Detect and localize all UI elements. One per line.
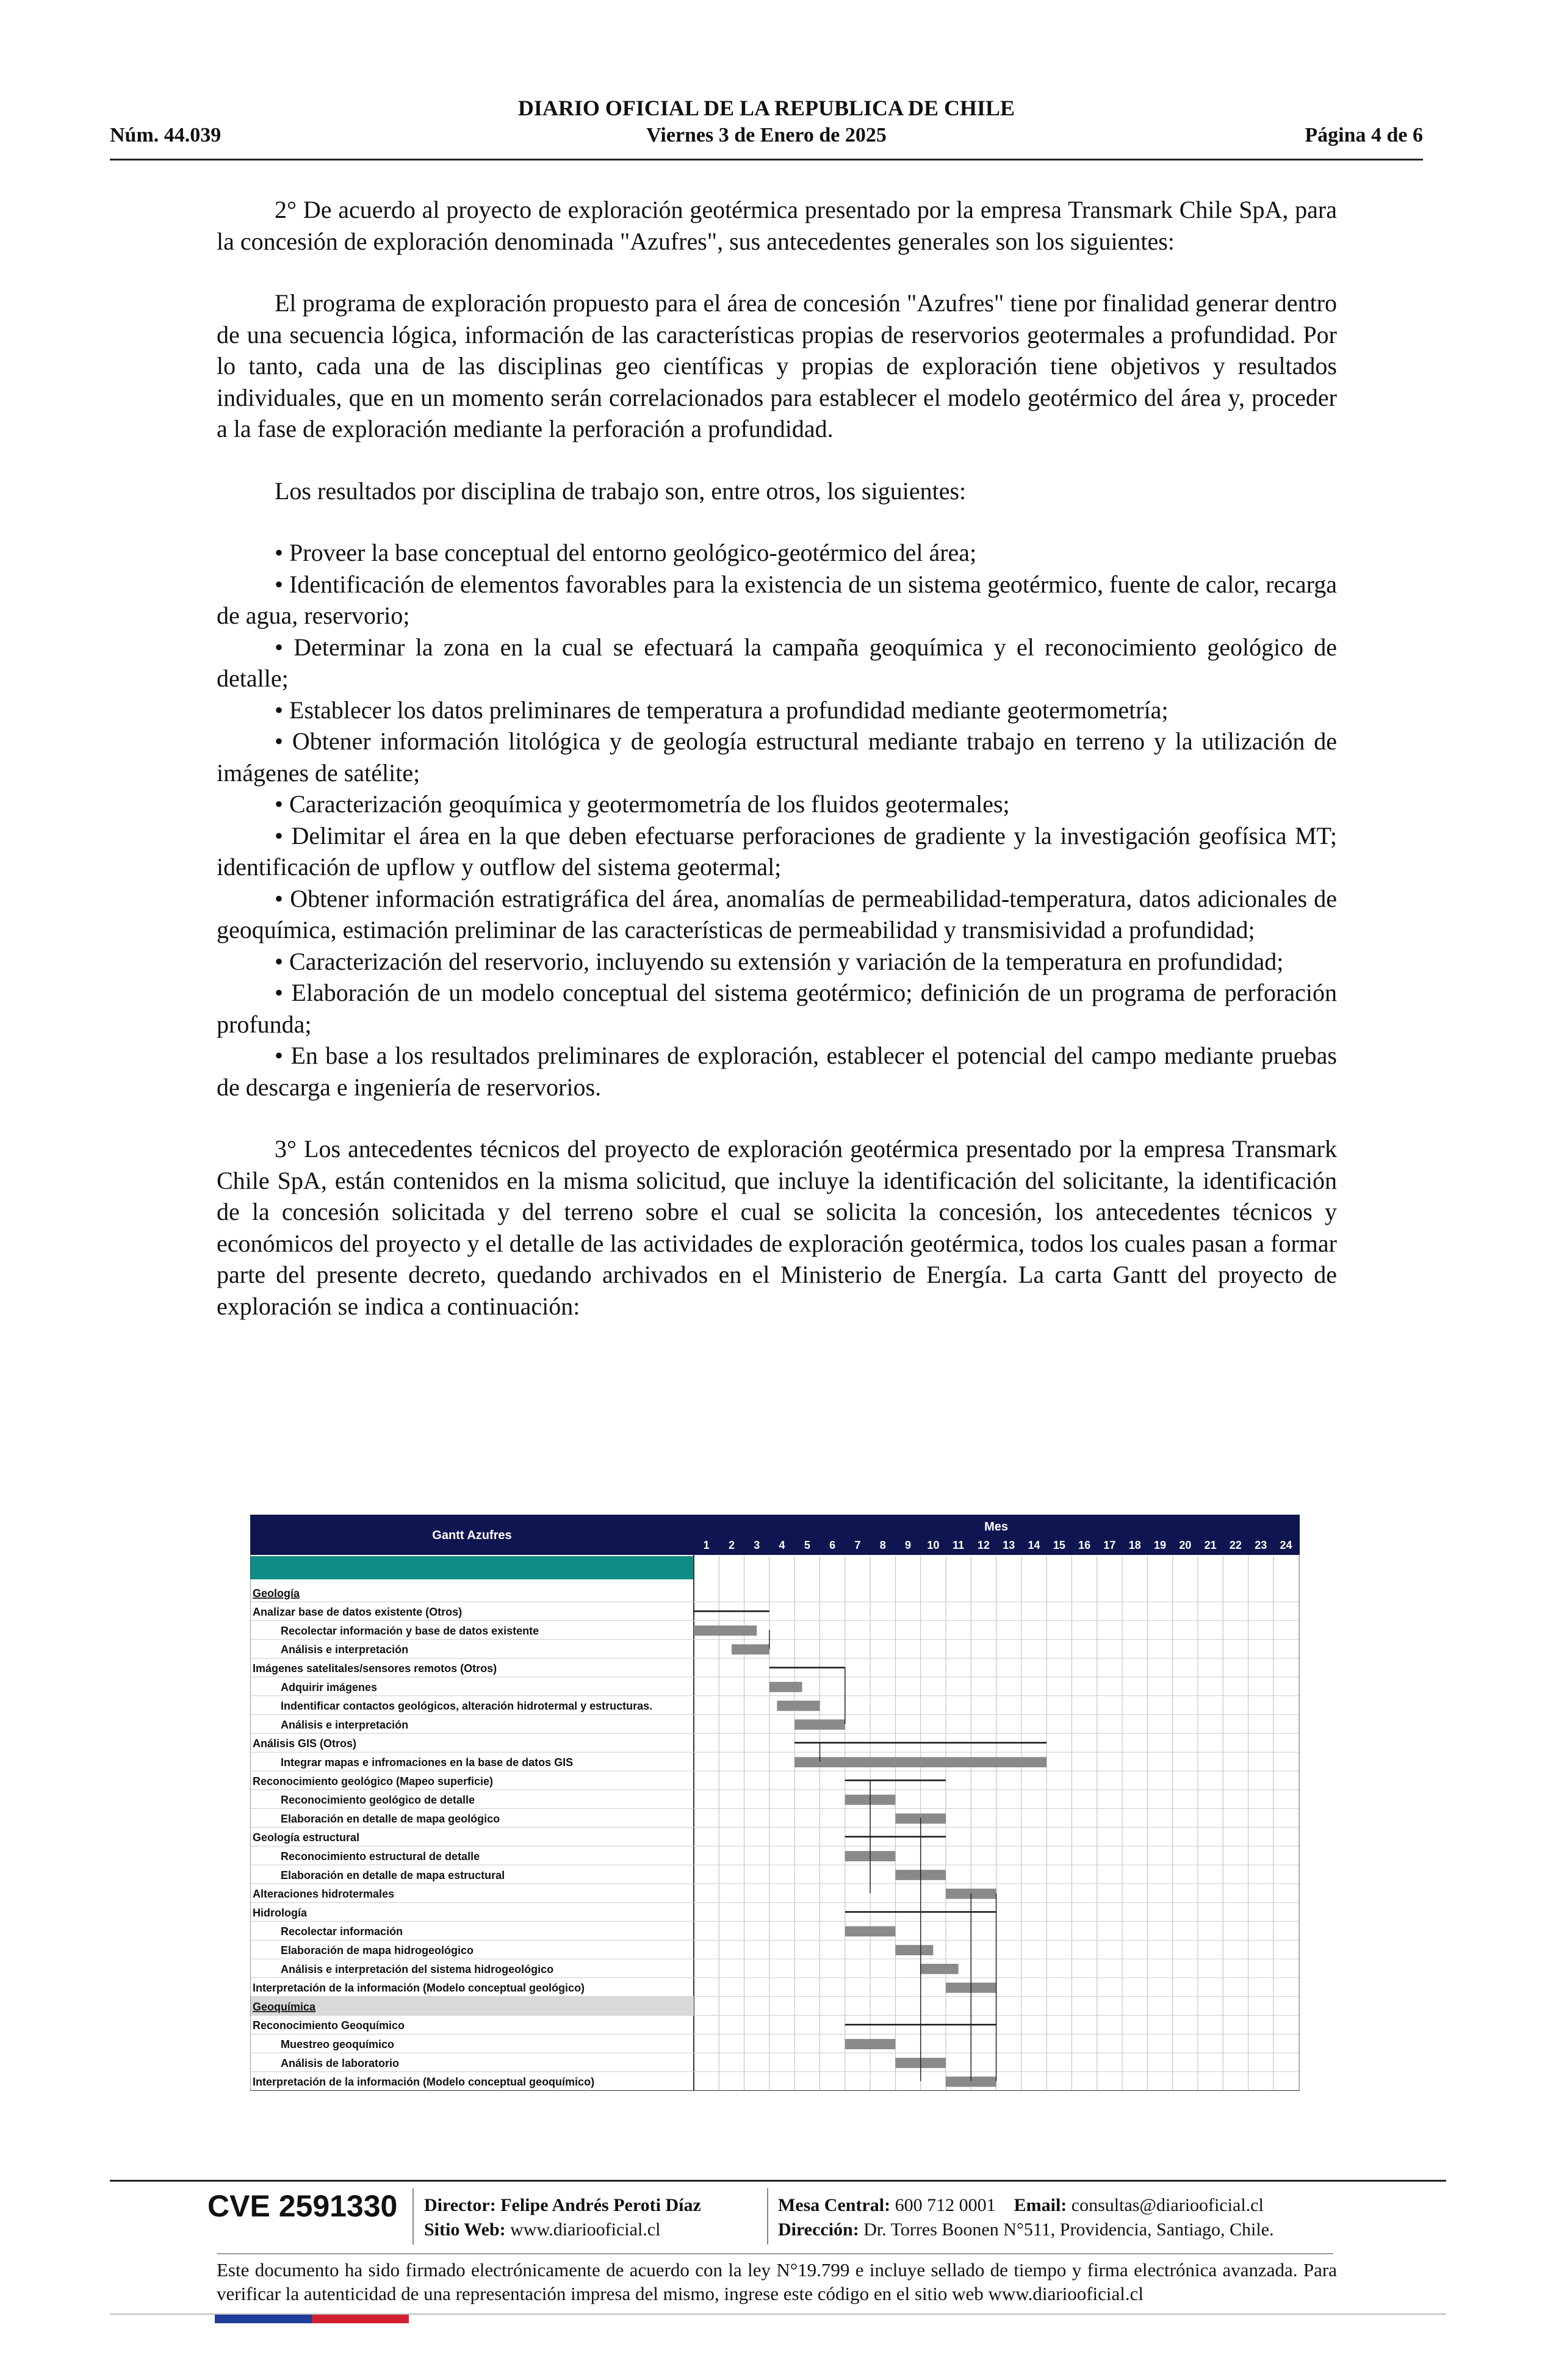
- email-link[interactable]: consultas@diariooficial.cl: [1071, 2195, 1264, 2215]
- website-link[interactable]: www.diariooficial.cl: [510, 2220, 661, 2240]
- gantt-task-label: Integrar mapas e infromaciones en la base de datos GIS: [281, 1756, 574, 1769]
- bullet-item: • Delimitar el área en la que deben efectuarse perforaciones de gradiente y la investigación geofísica MT; identificación de upflow y outflow del sistema geotermal;: [217, 821, 1337, 881]
- footer-separator: [767, 2188, 768, 2245]
- gantt-month-tick: 7: [854, 1539, 861, 1551]
- paragraph-3: 3° Los antecedentes técnicos del proyecto de exploración geotérmica presentado por la empresa Transmark Chile SpA, están contenidos en la misma solicitud, que incluye la identificación del solicitante, la identificación de la concesión solicitada y del terreno sobre el cual se solicita la concesión, los antecedentes técnicos y económicos del proyecto y el detalle de las actividades de exploración geotérmica, todos los cuales pasan a formar parte del presente decreto, quedando archivados en el Ministerio de Energía. La carta Gantt del proyecto de exploración se indica a continuación:: [217, 1135, 1337, 1320]
- director-name: Felipe Andrés Peroti Díaz: [500, 2195, 701, 2215]
- gantt-task-bar: [769, 1682, 802, 1692]
- gantt-month-tick: 11: [953, 1539, 965, 1551]
- gantt-task-bar: [921, 1964, 959, 1974]
- gantt-month-tick: 10: [927, 1539, 940, 1551]
- gantt-month-tick: 16: [1078, 1539, 1091, 1551]
- gantt-month-tick: 4: [779, 1539, 785, 1551]
- paragraph-2: 2° De acuerdo al proyecto de exploración geotérmica presentado por la empresa Transmark Chile SpA, para la concesión de exploración denominada "Azufres", sus antecedentes generales son los siguientes:: [217, 196, 1337, 255]
- gantt-header-bar: [250, 1515, 1300, 1555]
- gantt-task-label: Análisis e interpretación: [281, 1643, 409, 1656]
- gantt-section-label: Geología: [253, 1587, 300, 1599]
- gantt-month-tick: 23: [1255, 1539, 1267, 1551]
- paragraph-program: El programa de exploración propuesto para el área de concesión "Azufres" tiene por finalidad generar dentro de una secuencia lógica, información de las características propias de reservorios geotermales a profundidad. Por lo tanto, cada una de las disciplinas geo científicas y propias de exploración tiene objetivos y resultados individuales, que en un momento serán correlacionados para establecer el modelo geotérmico del área y, proceder a la fase de exploración mediante la perforación a profundidad.: [217, 289, 1337, 442]
- email-label: Email:: [1014, 2195, 1067, 2215]
- gantt-task-label: Reconocimiento estructural de detalle: [281, 1850, 480, 1863]
- gantt-month-tick: 19: [1154, 1539, 1167, 1551]
- gantt-months-label: Mes: [984, 1520, 1009, 1534]
- gantt-month-tick: 3: [754, 1539, 760, 1551]
- footer-contact-block: [778, 2193, 1274, 2242]
- gantt-task-label: Alteraciones hidrotermales: [253, 1888, 395, 1900]
- footer-divider: [217, 2253, 1333, 2254]
- page-header: [110, 92, 1423, 160]
- bullet-item: • Caracterización geoquímica y geotermometría de los fluidos geotermales;: [275, 790, 1010, 818]
- flag-stripe-red: [312, 2315, 409, 2323]
- gantt-task-bar: [694, 1626, 757, 1636]
- gantt-month-tick: 5: [804, 1539, 810, 1551]
- paragraph-results-intro: Los resultados por disciplina de trabajo son, entre otros, los siguientes:: [275, 477, 967, 505]
- gantt-task-label: Muestreo geoquímico: [281, 2038, 395, 2050]
- gantt-task-label: Analizar base de datos existente (Otros): [253, 1606, 463, 1618]
- gantt-task-bar: [845, 1926, 896, 1936]
- gantt-month-tick: 15: [1053, 1539, 1065, 1551]
- gantt-month-tick: 12: [977, 1539, 990, 1551]
- footer-divider: [110, 2180, 1446, 2182]
- gazette-title: DIARIO OFICIAL DE LA REPUBLICA DE CHILE: [517, 96, 1015, 120]
- bullet-item: • Elaboración de un modelo conceptual del sistema geotérmico; definición de un programa de perforación profunda;: [217, 979, 1337, 1038]
- gantt-task-label: Interpretación de la información (Modelo conceptual geoquímico): [253, 2075, 595, 2088]
- gantt-month-tick: 2: [728, 1539, 735, 1551]
- flag-stripe: [215, 2315, 409, 2323]
- gantt-month-tick: 18: [1128, 1539, 1141, 1551]
- flag-stripe-blue: [215, 2315, 312, 2323]
- gantt-task-bar: [777, 1701, 819, 1711]
- issue-date: Viernes 3 de Enero de 2025: [646, 124, 887, 146]
- gantt-month-tick: 21: [1204, 1539, 1217, 1551]
- gantt-month-tick: 22: [1229, 1539, 1242, 1551]
- gantt-task-label: Interpretación de la información (Modelo conceptual geológico): [253, 1982, 585, 1994]
- gantt-task-label: Elaboración en detalle de mapa geológico: [281, 1812, 500, 1825]
- bullet-item: • Establecer los datos preliminares de temperatura a profundidad mediante geotermometría;: [275, 696, 1169, 724]
- gantt-task-label: Recolectar información: [281, 1925, 403, 1938]
- gantt-task-label: Reconocimiento geológico de detalle: [281, 1794, 475, 1806]
- gantt-task-bar: [845, 2039, 896, 2049]
- address-value: Dr. Torres Boonen N°511, Providencia, Santiago, Chile.: [863, 2220, 1274, 2240]
- address-label: Dirección:: [778, 2220, 859, 2240]
- gantt-task-label: Imágenes satelitales/sensores remotos (Otros): [253, 1662, 497, 1675]
- gantt-task-label: Adquirir imágenes: [281, 1681, 378, 1693]
- gantt-title: Gantt Azufres: [432, 1529, 512, 1542]
- gantt-task-label: Hidrología: [253, 1906, 307, 1919]
- gantt-task-bar: [794, 1720, 845, 1730]
- gantt-month-tick: 17: [1103, 1539, 1116, 1551]
- mesa-label: Mesa Central:: [778, 2195, 891, 2215]
- body-text: [217, 194, 1337, 1322]
- website-label: Sitio Web:: [424, 2220, 506, 2240]
- gantt-month-tick: 6: [829, 1539, 836, 1551]
- gantt-month-tick: 20: [1179, 1539, 1192, 1551]
- gantt-month-tick: 13: [1003, 1539, 1015, 1551]
- gantt-task-label: Análisis de laboratorio: [281, 2057, 400, 2069]
- legal-notice: Este documento ha sido firmado electrónicamente de acuerdo con la ley N°19.799 e incluye sellado de tiempo y firma electrónica avanzada. Para verificar la autenticidad de una representación impresa del mismo, ingrese este código en el sitio web www.diariooficial.cl: [217, 2259, 1337, 2304]
- gantt-task-label: Reconocimiento geológico (Mapeo superficie): [253, 1775, 494, 1787]
- gantt-task-label: Elaboración en detalle de mapa estructural: [281, 1869, 505, 1881]
- mesa-phone: 600 712 0001: [895, 2195, 996, 2215]
- gantt-task-bar: [732, 1644, 769, 1654]
- gantt-month-tick: 9: [905, 1539, 912, 1551]
- gantt-section-label: Geoquímica: [253, 2000, 316, 2013]
- gantt-month-tick: 8: [879, 1539, 886, 1551]
- gantt-task-label: Reconocimiento Geoquímico: [253, 2019, 405, 2032]
- gantt-task-bar: [895, 1945, 933, 1955]
- page-number: Página 4 de 6: [1305, 124, 1423, 146]
- gantt-task-bar: [794, 1757, 1046, 1767]
- gantt-task-label: Indentificar contactos geológicos, alteración hidrotermal y estructuras.: [281, 1700, 653, 1712]
- issue-number: Núm. 44.039: [110, 124, 222, 146]
- bullet-item: • Determinar la zona en la cual se efectuará la campaña geoquímica y el reconocimiento geológico de detalle;: [217, 633, 1337, 692]
- gantt-month-tick: 14: [1028, 1539, 1040, 1551]
- bullet-item: • Obtener información estratigráfica del área, anomalías de permeabilidad-temperatura, datos adicionales de geoquímica, estimación preliminar de las características de permeabilidad y transmisividad a profundidad;: [217, 884, 1337, 943]
- gantt-task-label: Elaboración de mapa hidrogeológico: [281, 1944, 474, 1956]
- gantt-chart: [250, 1515, 1300, 2108]
- gantt-task-label: Análisis e interpretación: [281, 1718, 409, 1731]
- gantt-month-tick: 1: [703, 1539, 710, 1551]
- gantt-task-label: Análisis GIS (Otros): [253, 1737, 357, 1750]
- gantt-teal-band: [250, 1556, 694, 1579]
- bullet-item: • Caracterización del reservorio, incluyendo su extensión y variación de la temperatura en profundidad;: [275, 947, 1284, 975]
- cve-code: CVE 2591330: [207, 2189, 398, 2223]
- bullet-item: • Obtener información litológica y de geología estructural mediante trabajo en terreno y la utilización de imágenes de satélite;: [217, 727, 1337, 787]
- gantt-task-label: Recolectar información y base de datos existente: [281, 1625, 539, 1637]
- gantt-row-shade: [250, 1997, 694, 2016]
- gantt-month-tick: 24: [1280, 1539, 1292, 1551]
- director-label: Director:: [424, 2195, 496, 2215]
- bullet-item: • Proveer la base conceptual del entorno geológico-geotérmico del área;: [275, 539, 977, 566]
- bullet-item: • Identificación de elementos favorables para la existencia de un sistema geotérmico, fuente de calor, recarga de agua, reservorio;: [217, 570, 1337, 629]
- footer-director-block: [424, 2193, 701, 2242]
- gantt-task-label: Geología estructural: [253, 1831, 360, 1844]
- gantt-task-label: Análisis e interpretación del sistema hidrogeológico: [281, 1963, 554, 1975]
- bullet-item: • En base a los resultados preliminares de exploración, establecer el potencial del campo mediante pruebas de descarga e ingeniería de reservorios.: [217, 1042, 1337, 1101]
- footer-separator: [412, 2188, 414, 2245]
